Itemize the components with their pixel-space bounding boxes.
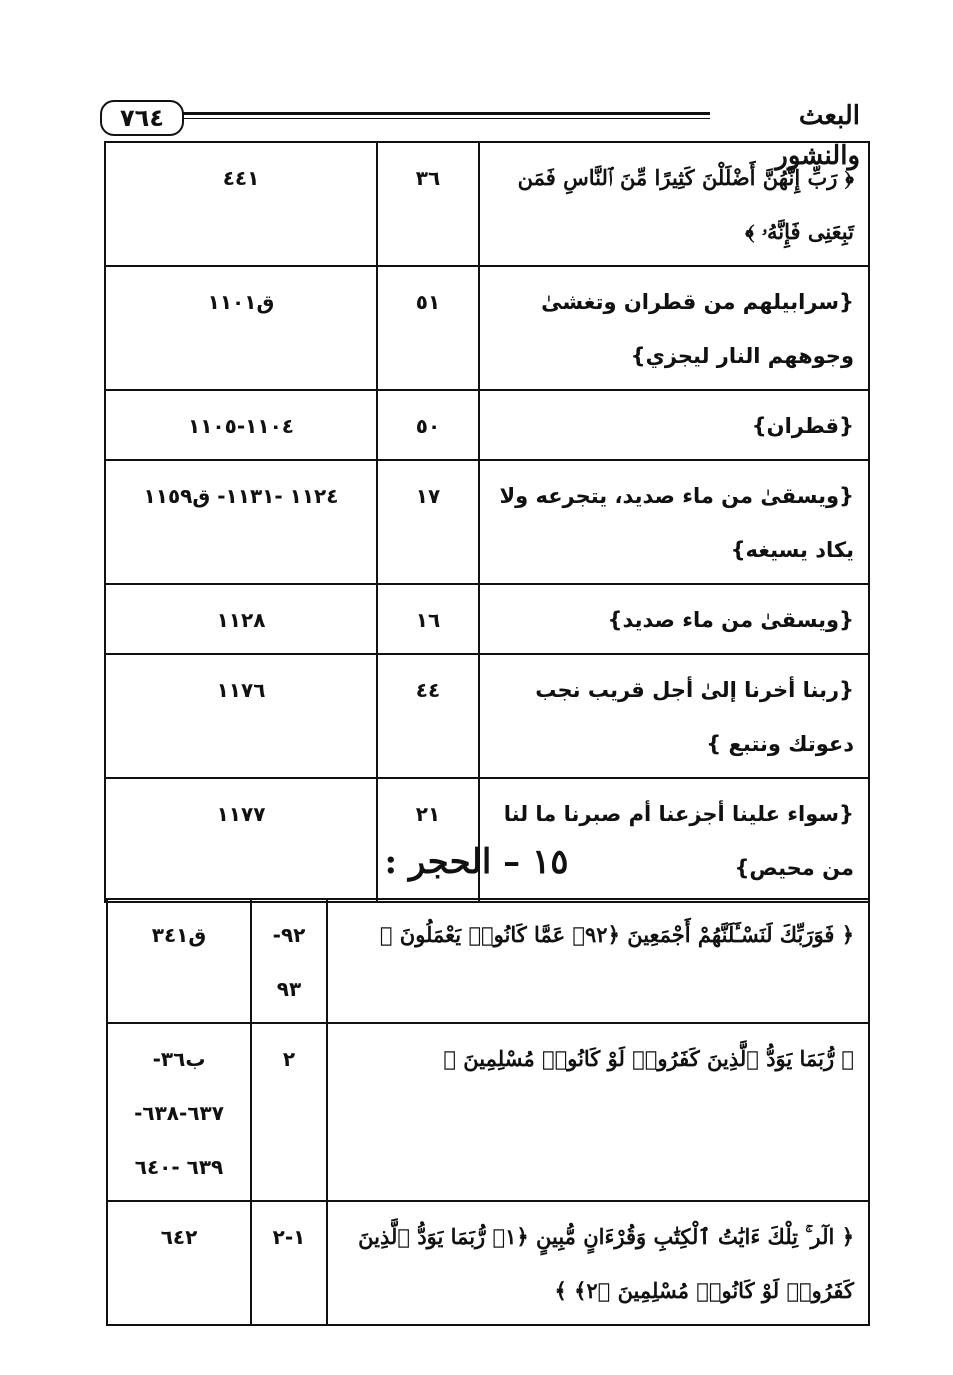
verse-index-table-1 xyxy=(104,141,870,903)
ayah-number: ١-٢ xyxy=(251,1201,327,1325)
ayah-number: ٥١ xyxy=(377,266,479,390)
table-row xyxy=(107,1023,869,1201)
page-number: ٧٦٤ xyxy=(100,100,184,136)
verse-cell: {ويسقىٰ من ماء صديد، يتجرعه ولا يكاد يسيغه} xyxy=(479,460,869,584)
table-row xyxy=(107,1201,869,1325)
header-rule xyxy=(182,112,710,115)
table-row xyxy=(105,584,869,654)
table-row xyxy=(105,390,869,460)
verse-cell: ﴿ الٓر ۚ تِلْكَ ءَايَٰتُ ٱلْكِتَٰبِ وَقُرْءَانٍ مُّبِينٍ ﴿١﴾ رُّبَمَا يَوَدُّ ٱلَّذِينَ كَفَرُوا۟ لَوْ كَانُوا۟ مُسْلِمِينَ ﴿٢﴾ ﴾ xyxy=(327,1201,869,1325)
ayah-number: ٣٦ xyxy=(377,142,479,266)
table-row xyxy=(107,899,869,1023)
reference-number: ١١٧٧ xyxy=(105,778,377,902)
ayah-number: ٩٢- ٩٣ xyxy=(251,899,327,1023)
page-header xyxy=(100,96,860,171)
reference-number: ق٣٤١ xyxy=(107,899,251,1023)
reference-number: ١١٢٤ -١١٣١- ق١١٥٩ xyxy=(105,460,377,584)
ayah-number: ٢ xyxy=(251,1023,327,1201)
table-row xyxy=(105,266,869,390)
verse-cell: {ويسقىٰ من ماء صديد} xyxy=(479,584,869,654)
table-row xyxy=(105,460,869,584)
reference-number: ق١١٠١ xyxy=(105,266,377,390)
ayah-number: ١٧ xyxy=(377,460,479,584)
table-row xyxy=(105,654,869,778)
table-row xyxy=(105,778,869,902)
book-title: البعث والنشور xyxy=(775,101,860,171)
ayah-number: ٢١ xyxy=(377,778,479,902)
section-title: ١٥ – الحجر : xyxy=(384,842,569,882)
reference-number: ب٣٦- ٦٣٧-٦٣٨- ٦٣٩ -٦٤٠ xyxy=(107,1023,251,1201)
verse-cell: ﴿ رُّبَمَا يَوَدُّ ٱلَّذِينَ كَفَرُوا۟ لَوْ كَانُوا۟ مُسْلِمِينَ ﴾ xyxy=(327,1023,869,1201)
table-row xyxy=(105,142,869,266)
ayah-number: ٤٤ xyxy=(377,654,479,778)
verse-cell: {قطران} xyxy=(479,390,869,460)
verse-index-table-2 xyxy=(106,898,870,1326)
verse-cell: {سرابيلهم من قطران وتغشىٰ وجوههم النار ليجزي} xyxy=(479,266,869,390)
verse-cell: ﴿ فَوَرَبِّكَ لَنَسْـَٔلَنَّهُمْ أَجْمَعِينَ ﴿٩٢﴾ عَمَّا كَانُوا۟ يَعْمَلُونَ ﴾ xyxy=(327,899,869,1023)
ayah-number: ٥٠ xyxy=(377,390,479,460)
reference-number: ٤٤١ xyxy=(105,142,377,266)
reference-number: ١١٢٨ xyxy=(105,584,377,654)
verse-cell: ﴿ رَبِّ إِنَّهُنَّ أَضْلَلْنَ كَثِيرًا مِّنَ ٱلنَّاسِ فَمَن تَبِعَنِى فَإِنَّهُۥ ﴾ xyxy=(479,142,869,266)
header-rule-thin xyxy=(182,118,710,119)
verse-cell: {ربنا أخرنا إلىٰ أجل قريب نجب دعوتك ونتبع } xyxy=(479,654,869,778)
reference-number: ٦٤٢ xyxy=(107,1201,251,1325)
ayah-number: ١٦ xyxy=(377,584,479,654)
verse-cell: {سواء علينا أجزعنا أم صبرنا ما لنا من محيص} xyxy=(479,778,869,902)
reference-number: ١١٠٤-١١٠٥ xyxy=(105,390,377,460)
reference-number: ١١٧٦ xyxy=(105,654,377,778)
